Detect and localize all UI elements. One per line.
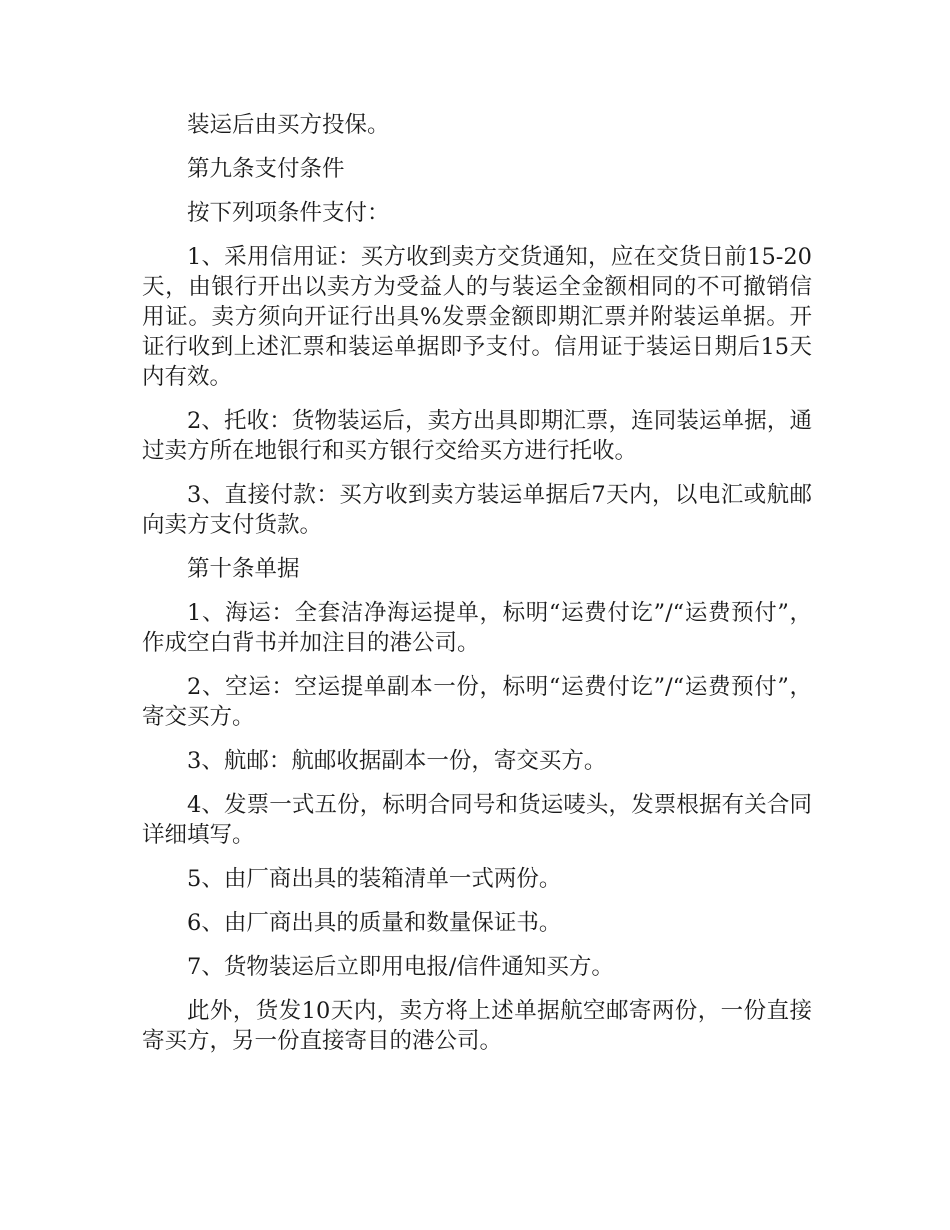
paragraph-additional: 此外，货发10天内，卖方将上述单据航空邮寄两份，一份直接寄买方，另一份直接寄目的港公司。: [142, 998, 812, 1054]
paragraph-invoice: 4、发票一式五份，标明合同号和货运唛头，发票根据有关合同详细填写。: [142, 792, 812, 848]
paragraph-sea-freight: 1、海运：全套洁净海运提单，标明“运费付讫”/“运费预付”，作成空白背书并加注目的港公司。: [142, 600, 812, 656]
paragraph-insurance: 装运后由买方投保。: [187, 112, 390, 138]
heading-article-9: 第九条支付条件: [187, 156, 345, 182]
document-page: [142, 110, 812, 1070]
paragraph-air-freight: 2、空运：空运提单副本一份，标明“运费付讫”/“运费预付”，寄交买方。: [142, 674, 812, 730]
paragraph-direct-payment: 3、直接付款：买方收到卖方装运单据后7天内，以电汇或航邮向卖方支付货款。: [142, 482, 812, 538]
heading-article-10: 第十条单据: [187, 556, 300, 582]
paragraph-payment-intro: 按下列项条件支付：: [187, 200, 390, 226]
paragraph-quality-certificate: 6、由厂商出具的质量和数量保证书。: [187, 910, 562, 936]
paragraph-air-mail: 3、航邮：航邮收据副本一份，寄交买方。: [187, 748, 607, 774]
paragraph-shipment-notice: 7、货物装运后立即用电报/信件通知买方。: [187, 954, 614, 980]
paragraph-packing-list: 5、由厂商出具的装箱清单一式两份。: [187, 866, 562, 892]
paragraph-collection: 2、托收：货物装运后，卖方出具即期汇票，连同装运单据，通过卖方所在地银行和买方银行交给买方进行托收。: [142, 408, 812, 464]
paragraph-letter-of-credit: 1、采用信用证：买方收到卖方交货通知，应在交货日前15-20天，由银行开出以卖方为受益人的与装运全金额相同的不可撤销信用证。卖方须向开证行出具%发票金额即期汇票并附装运单据。开证行收到上述汇票和装运单据即予支付。信用证于装运日期后15天内有效。: [142, 244, 812, 390]
